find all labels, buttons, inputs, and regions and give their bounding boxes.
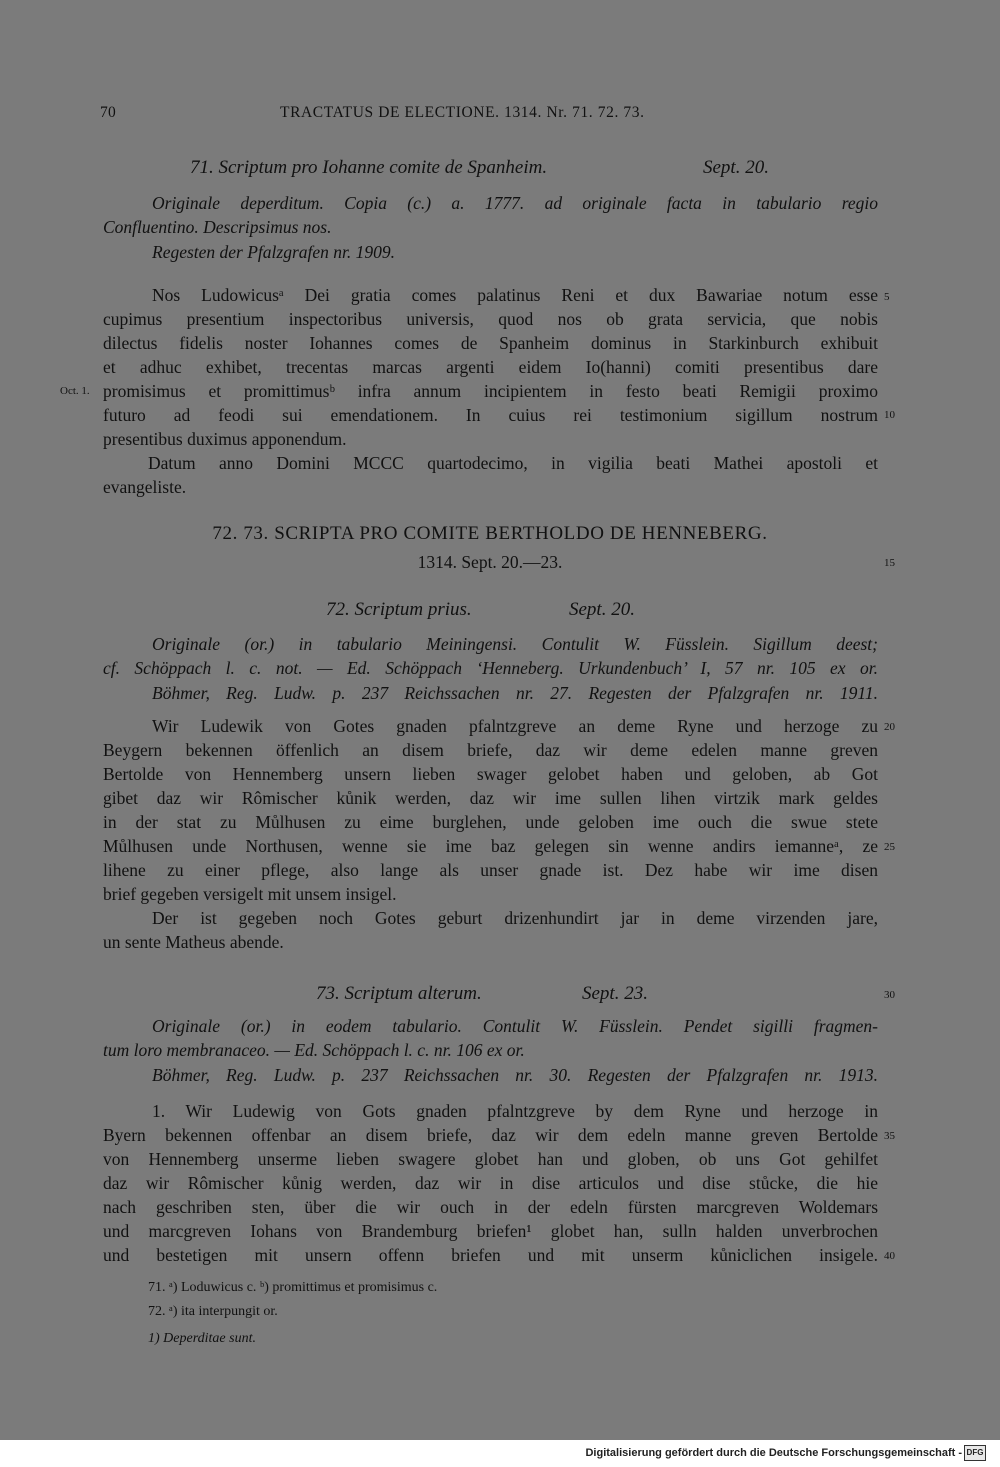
page-number: 70 bbox=[100, 104, 117, 121]
footnote-1: 1) Deperditae sunt. bbox=[148, 1331, 256, 1346]
doc71-body-line: dilectus fidelis noster Iohannes comes de Spanheim dominus in Starkinburch exhibuit bbox=[103, 333, 878, 353]
doc72-body-line: un sente Matheus abende. bbox=[103, 932, 284, 952]
doc72-body-line: brief gegeben versigelt mit unsem insigel. bbox=[103, 884, 397, 904]
doc73-source-line-2: tum loro membranaceo. — Ed. Schöppach l. c. nr. 106 ex or. bbox=[103, 1040, 525, 1060]
doc72-body-line: gibet daz wir Rômischer kůnik werden, daz wir ime sullen lihen virtzik mark geldes bbox=[103, 788, 878, 808]
doc71-body-line: evangeliste. bbox=[103, 477, 187, 497]
doc72-body-line: Beygern bekennen öffenlich an disem briefe, daz wir deme edelen manne greven bbox=[103, 740, 878, 760]
doc71-body-line: Datum anno Domini MCCC quartodecimo, in vigilia beati Mathei apostoli et bbox=[148, 453, 878, 473]
doc73-date: Sept. 23. bbox=[582, 983, 648, 1004]
doc73-body-line: nach geschriben sten, über die wir ouch in der edeln fürsten marcgreven Woldemars bbox=[103, 1197, 878, 1217]
doc72-body-line: Wir Ludewik von Gotes gnaden pfalntzgreve an deme Ryne und herzoge zu bbox=[152, 716, 878, 736]
doc71-body-line: cupimus presentium inspectoribus universis, quod nos ob grata servicia, que nobis bbox=[103, 309, 878, 329]
doc73-body-line: von Hennemberg unserme lieben swagere globet han und globen, ob uns Got gehilfet bbox=[103, 1149, 878, 1169]
doc73-source-line-1: Originale (or.) in eodem tabulario. Contulit W. Füsslein. Pendet sigilli fragmen- bbox=[152, 1016, 878, 1036]
doc71-body-line: presentibus duximus apponendum. bbox=[103, 429, 347, 449]
doc72-source-line-2: cf. Schöppach l. c. not. — Ed. Schöppach ‘Henneberg. Urkundenbuch’ I, 57 nr. 105 ex or. bbox=[103, 658, 878, 678]
doc71-body-line: et adhuc exhibet, trecentas marcas argenti eidem Io(hanni) comiti presentibus dare bbox=[103, 357, 878, 377]
doc71-body-line: futuro ad feodi sui emendationem. In cuius rei testimonium sigillum nostrum bbox=[103, 405, 878, 425]
doc73-body-line: Byern bekennen offenbar an disem briefe, daz wir dem edeln manne greven Bertolde bbox=[103, 1125, 878, 1145]
doc72-body-line: lihene zu einer pflege, also lange als unser gnade ist. Dez habe wir ime disen bbox=[103, 860, 878, 880]
doc73-source-line-3: Böhmer, Reg. Ludw. p. 237 Reichssachen nr. 30. Regesten der Pfalzgrafen nr. 1913. bbox=[152, 1065, 878, 1085]
doc71-body-line: promisimus et promittimusᵇ infra annum incipientem in festo beati Remigii proximo bbox=[103, 381, 878, 401]
footnote-71: 71. ᵃ) Loduwicus c. ᵇ) promittimus et promisimus c. bbox=[148, 1280, 438, 1295]
line-number: 30 bbox=[884, 989, 895, 1001]
doc72-date: Sept. 20. bbox=[569, 599, 635, 620]
margin-date-note: Oct. 1. bbox=[60, 385, 90, 397]
doc72-body-line: Der ist gegeben noch Gotes geburt drizenhundirt jar in deme virzenden jare, bbox=[152, 908, 878, 928]
doc72-body-line: Můlhusen unde Northusen, wenne sie ime baz gelegen sin wenne andirs iemanneᵃ, ze bbox=[103, 836, 878, 856]
line-number: 20 bbox=[884, 721, 895, 733]
doc72-body-line: in der stat zu Můlhusen zu eime burglehen, unde geloben ime ouch die swue stete bbox=[103, 812, 878, 832]
doc71-title: 71. Scriptum pro Iohanne comite de Spanheim. bbox=[190, 157, 548, 178]
line-number: 15 bbox=[884, 557, 895, 569]
line-number: 35 bbox=[884, 1130, 895, 1142]
line-number: 5 bbox=[884, 291, 890, 303]
doc72-title: 72. Scriptum prius. bbox=[326, 599, 472, 620]
doc72-source-line-3: Böhmer, Reg. Ludw. p. 237 Reichssachen nr. 27. Regesten der Pfalzgrafen nr. 1911. bbox=[152, 683, 878, 703]
line-number: 40 bbox=[884, 1250, 895, 1262]
dfg-footer bbox=[0, 1440, 1000, 1467]
doc71-source-line-2: Confluentino. Descripsimus nos. bbox=[103, 217, 332, 237]
footnote-72: 72. ᵃ) ita interpungit or. bbox=[148, 1304, 278, 1319]
dfg-logo: DFG bbox=[964, 1445, 986, 1461]
doc71-date: Sept. 20. bbox=[703, 157, 769, 178]
doc73-title: 73. Scriptum alterum. bbox=[316, 983, 482, 1004]
doc73-body-line: und bestetigen mit unsern offenn briefen und mit unserm kůniclichen insigele. bbox=[103, 1245, 878, 1265]
running-title: TRACTATUS DE ELECTIONE. 1314. Nr. 71. 72. 73. bbox=[280, 104, 645, 121]
doc73-body-line: daz wir Rômischer kůnig werden, daz wir in dise articulos und dise stůcke, die hie bbox=[103, 1173, 878, 1193]
line-number: 25 bbox=[884, 841, 895, 853]
doc71-source-line-1: Originale deperditum. Copia (c.) a. 1777. ad originale facta in tabulario regio bbox=[152, 193, 878, 213]
doc71-source-line-3: Regesten der Pfalzgrafen nr. 1909. bbox=[152, 242, 396, 262]
doc72-body-line: Bertolde von Hennemberg unsern lieben swager gelobet haben und geloben, ab Got bbox=[103, 764, 878, 784]
section-heading: 72. 73. SCRIPTA PRO COMITE BERTHOLDO DE HENNEBERG. bbox=[212, 523, 768, 544]
doc73-body-line: 1. Wir Ludewig von Gots gnaden pfalntzgreve by dem Ryne und herzoge in bbox=[152, 1101, 878, 1121]
section-date: 1314. Sept. 20.—23. bbox=[417, 552, 563, 572]
doc73-body-line: und marcgreven Iohans von Brandemburg briefen¹ globet han, sulln halden unverbrochen bbox=[103, 1221, 878, 1241]
line-number: 10 bbox=[884, 409, 895, 421]
footer-credit: Digitalisierung gefördert durch die Deutsche Forschungsgemeinschaft - bbox=[585, 1447, 962, 1459]
doc71-body-line: Nos Ludowicusᵃ Dei gratia comes palatinus Reni et dux Bawariae notum esse bbox=[152, 285, 878, 305]
doc72-source-line-1: Originale (or.) in tabulario Meiningensi. Contulit W. Füsslein. Sigillum deest; bbox=[152, 634, 878, 654]
